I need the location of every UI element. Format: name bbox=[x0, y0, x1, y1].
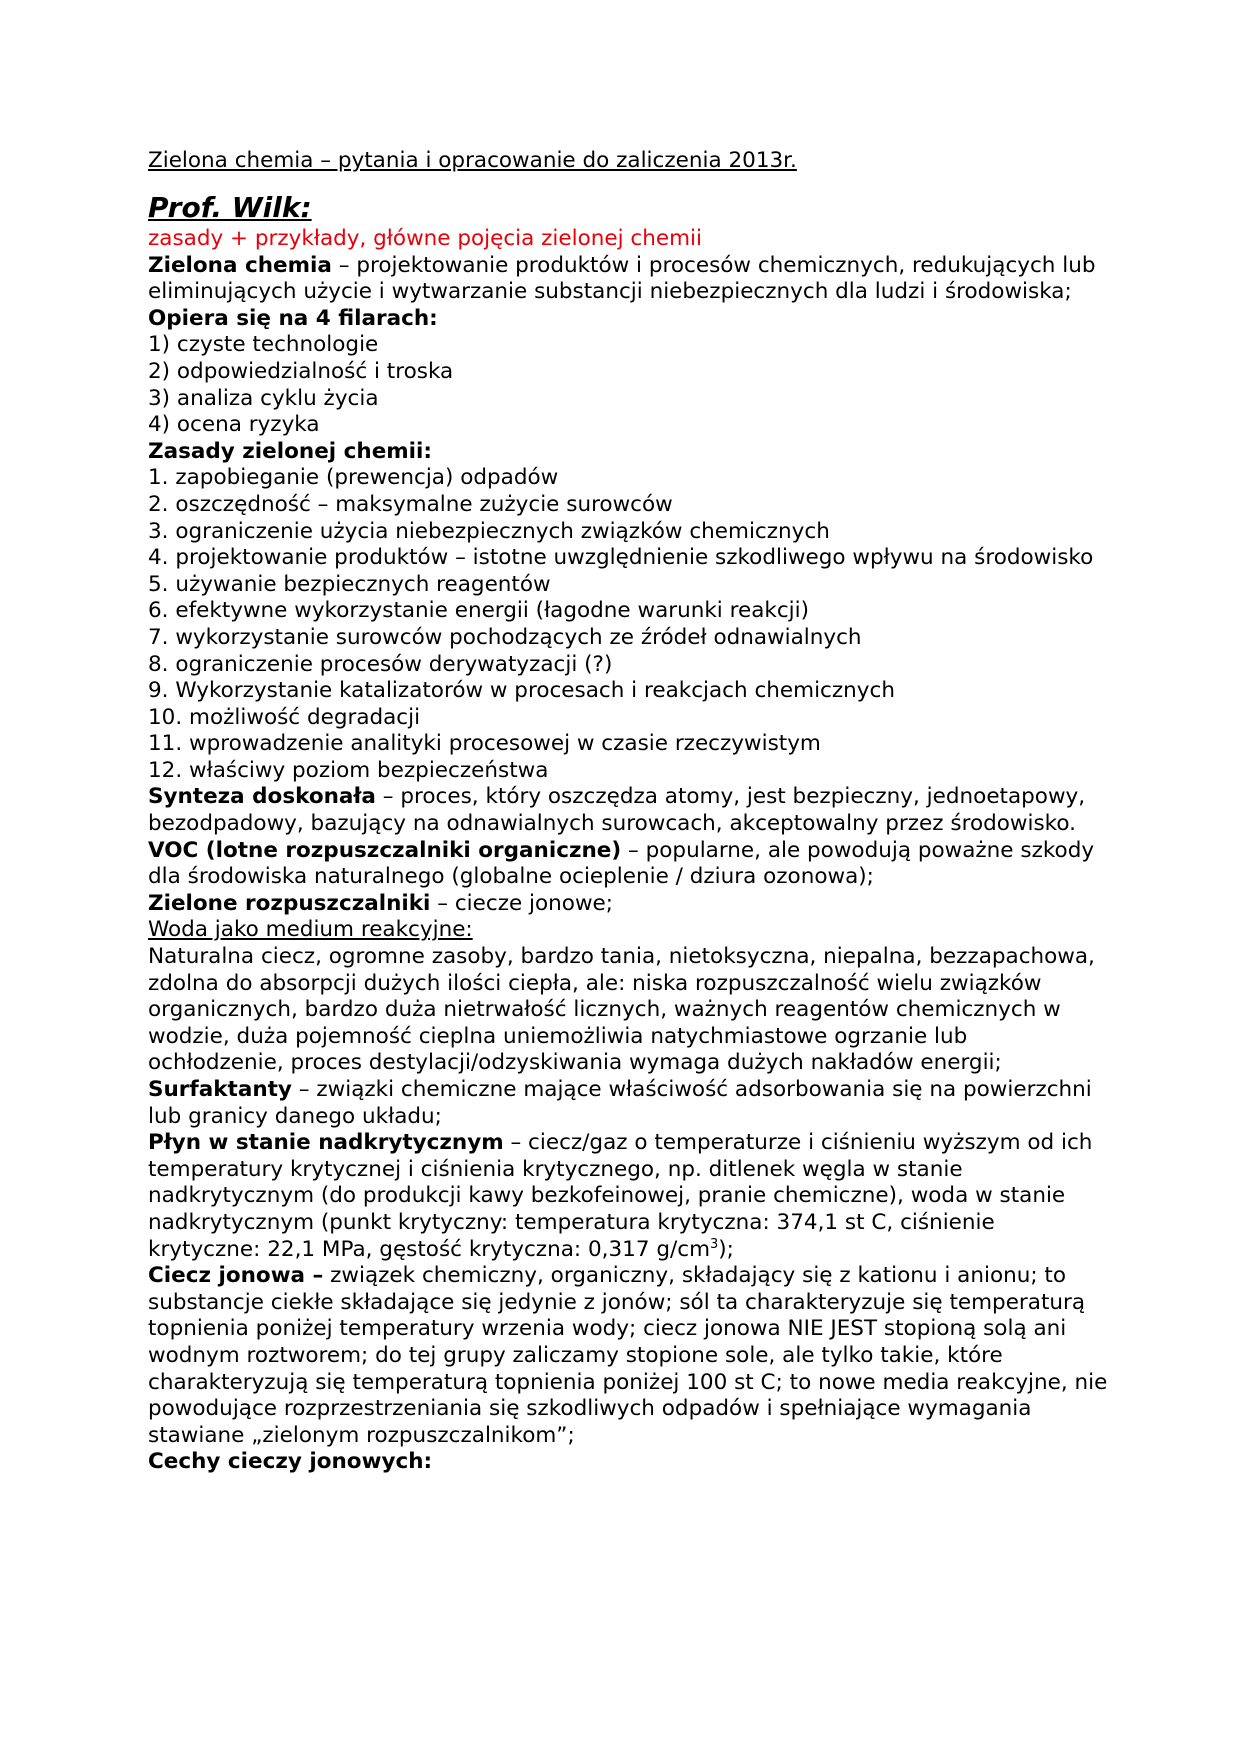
list-item: 3) analiza cyklu życia bbox=[148, 385, 379, 411]
list-item: 9. Wykorzystanie katalizatorów w procesach i reakcjach chemicznych bbox=[148, 678, 895, 704]
water-heading: Woda jako medium reakcyjne: bbox=[148, 917, 473, 943]
voc-paragraph bbox=[148, 838, 1108, 891]
ionic-features-heading: Cechy cieczy jonowych: bbox=[148, 1449, 433, 1475]
pillars-heading: Opiera się na 4 filarach: bbox=[148, 305, 438, 331]
synthesis-paragraph bbox=[148, 784, 1108, 837]
principles-heading: Zasady zielonej chemii: bbox=[148, 438, 433, 464]
list-item: 4. projektowanie produktów – istotne uwzględnienie szkodliwego wpływu na środowisko bbox=[148, 545, 1094, 571]
voc-text: – popularne, ale powodują poważne szkody dla środowiska naturalnego (globalne ocieplenie / dziura ozonowa); bbox=[148, 837, 1095, 890]
topic-subheading: zasady + przykłady, główne pojęcia zielonej chemii bbox=[148, 226, 702, 251]
list-item: 1) czyste technologie bbox=[148, 332, 379, 358]
principles-list bbox=[148, 465, 1108, 784]
ionic-liquid-paragraph bbox=[148, 1263, 1108, 1449]
surfactants-text: – związki chemiczne mające właściwość adsorbowania się na powierzchni lub granicy danego układu; bbox=[148, 1077, 1092, 1129]
supercritical-text: – ciecz/gaz o temperaturze i ciśnieniu wyższym od ich temperatury krytycznej i ciśnienia krytycznego, np. ditlenek węgla w stanie nadkrytycznym (do produkcji kawy bezkofeinowej, pranie chemiczne), woda w stanie nadkrytycznym (punkt krytyczny: temperatura krytyczna: 374,1 st C, ciśnienie krytyczne: 22,1 MPa, gęstość krytyczna: 0,317 g/cm bbox=[148, 1130, 1093, 1262]
definition-term: Zielona chemia bbox=[148, 252, 332, 278]
ionic-liquid-text: związek chemiczny, organiczny, składający się z kationu i anionu; to substancje ciekłe składające się jedynie z jonów; sól ta charakteryzuje się temperaturą topnienia poniżej temperatury wrzenia wody; ciecz jonowa NIE JEST stopioną solą ani wodnym roztworem; do tej grupy zaliczamy stopione sole, ale tylko takie, które charakteryzują się temperaturą topnienia poniżej 100 st C; to nowe media reakcyjne, nie powodujące rozprzestrzeniania się szkodliwych odpadów i spełniające wymagania stawiane „zielonym rozpuszczalnikom”; bbox=[148, 1263, 1108, 1448]
list-item: 12. właściwy poziom bezpieczeństwa bbox=[148, 757, 549, 783]
water-paragraph: Naturalna ciecz, ogromne zasoby, bardzo tania, nietoksyczna, niepalna, bezzapachowa, zdolna do absorpcji dużych ilości ciepła, ale: niska rozpuszczalność wielu związków organicznych, bardzo duża nietrwałość licznych, ważnych reagentów chemicznych w wodzie, duża pojemność cieplna uniemożliwia natychmiastowe ogrzanie lub ochłodzenie, proces destylacji/odzyskiwania wymaga dużych nakładów energii; bbox=[148, 944, 1095, 1076]
pillars-list bbox=[148, 332, 1108, 438]
document-title: Zielona chemia – pytania i opracowanie do zaliczenia 2013r. bbox=[148, 148, 797, 173]
synthesis-text: – proces, który oszczędza atomy, jest bezpieczny, jednoetapowy, bezodpadowy, bazujący na odnawialnych surowcach, akceptowalny przez środowisko. bbox=[148, 784, 1086, 837]
supercritical-tail: ); bbox=[718, 1236, 734, 1262]
definition-paragraph bbox=[148, 253, 1108, 306]
list-item: 5. używanie bezpiecznych reagentów bbox=[148, 571, 551, 597]
green-solvents-paragraph bbox=[148, 891, 1108, 918]
supercritical-paragraph bbox=[148, 1130, 1108, 1263]
list-item: 10. możliwość degradacji bbox=[148, 704, 421, 730]
list-item: 2) odpowiedzialność i troska bbox=[148, 358, 454, 384]
list-item: 4) ocena ryzyka bbox=[148, 412, 320, 438]
surfactants-paragraph bbox=[148, 1077, 1108, 1130]
author-heading: Prof. Wilk: bbox=[148, 191, 312, 224]
list-item: 1. zapobieganie (prewencja) odpadów bbox=[148, 465, 559, 491]
list-item: 6. efektywne wykorzystanie energii (łagodne warunki reakcji) bbox=[148, 598, 809, 624]
superscript-three: 3 bbox=[710, 1236, 719, 1252]
list-item: 7. wykorzystanie surowców pochodzących ze źródeł odnawialnych bbox=[148, 624, 862, 650]
green-solvents-text: – ciecze jonowe; bbox=[430, 890, 614, 916]
supercritical-term: Płyn w stanie nadkrytycznym bbox=[148, 1130, 504, 1156]
surfactants-term: Surfaktanty bbox=[148, 1077, 292, 1102]
green-solvents-term: Zielone rozpuszczalniki bbox=[148, 890, 431, 916]
definition-text: – projektowanie produktów i procesów chemicznych, redukujących lub eliminujących użycie i wytwarzanie substancji niebezpiecznych dla ludzi i środowiska; bbox=[148, 252, 1096, 305]
list-item: 8. ograniczenie procesów derywatyzacji (?) bbox=[148, 651, 613, 677]
list-item: 2. oszczędność – maksymalne zużycie surowców bbox=[148, 491, 673, 517]
voc-term: VOC (lotne rozpuszczalniki organiczne) bbox=[148, 837, 622, 863]
list-item: 3. ograniczenie użycia niebezpiecznych związków chemicznych bbox=[148, 518, 830, 544]
synthesis-term: Synteza doskonała bbox=[148, 784, 376, 810]
ionic-liquid-term: Ciecz jonowa – bbox=[148, 1263, 324, 1289]
document-body bbox=[148, 144, 1108, 1476]
list-item: 11. wprowadzenie analityki procesowej w czasie rzeczywistym bbox=[148, 731, 821, 757]
